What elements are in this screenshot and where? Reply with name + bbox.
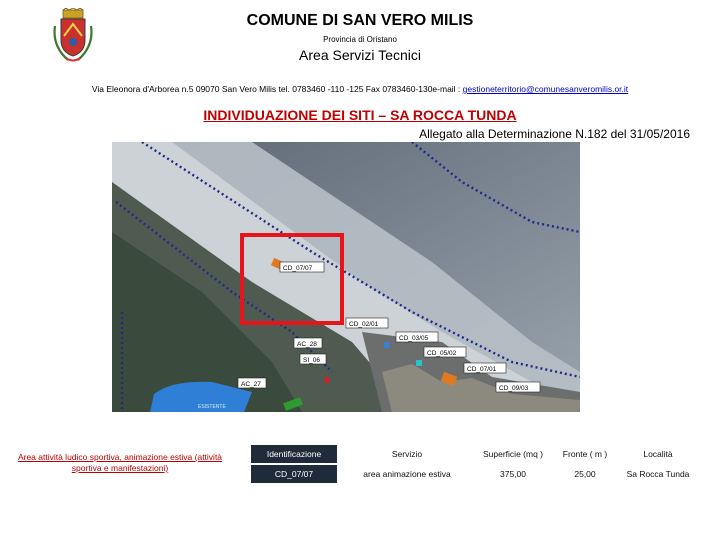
map-label: CD_07/07 xyxy=(283,265,313,272)
table-header-row xyxy=(246,444,700,464)
province-subtitle: Provincia di Oristano xyxy=(323,35,397,44)
header-localita: Località xyxy=(643,449,673,459)
header-identificazione: Identificazione xyxy=(246,444,342,464)
aerial-site-map xyxy=(112,142,580,412)
legend-text: Area attività ludico sportiva, animazione estiva (attività sportiva e manifestazioni) xyxy=(17,452,223,473)
section-title: INDIVIDUAZIONE DEI SITI – SA ROCCA TUNDA xyxy=(203,107,517,123)
cell-superficie: 375,00 xyxy=(500,469,526,479)
site-info-table xyxy=(246,444,700,484)
email-link[interactable]: gestioneterritorio@comunesanveromilis.or.it xyxy=(462,84,629,94)
map-label: SI_06 xyxy=(303,357,320,364)
cell-identificazione: CD_07/07 xyxy=(246,464,342,484)
header-superficie: Superficie (mq ) xyxy=(483,449,543,459)
map-label: CD_03/05 xyxy=(399,335,429,342)
map-label: CD_02/01 xyxy=(349,321,379,328)
map-label: AC_28 xyxy=(297,341,317,348)
allegato-reference: Allegato alla Determinazione N.182 del 31/05/2016 xyxy=(419,127,690,141)
map-label: CD_09/03 xyxy=(499,385,529,392)
cell-fronte: 25,00 xyxy=(574,469,596,479)
map-label: CD_07/01 xyxy=(467,366,497,373)
map-label: CD_05/02 xyxy=(427,350,457,357)
water-label: ESISTENTE xyxy=(198,404,226,410)
address-text: Via Eleonora d'Arborea n.5 09070 San Vero Milis tel. 0783460 -110 -125 Fax 0783460-130e-mail : xyxy=(91,84,463,94)
map-label: AC_27 xyxy=(241,381,261,388)
header-servizio: Servizio xyxy=(391,449,423,459)
municipal-crest-logo xyxy=(52,8,94,64)
page-title: COMUNE DI SAN VERO MILIS xyxy=(246,12,474,29)
header-fronte: Fronte ( m ) xyxy=(562,449,608,459)
cell-servizio: area animazione estiva xyxy=(363,469,451,479)
table-row xyxy=(246,464,700,484)
address-line xyxy=(50,84,670,94)
cell-localita: Sa Rocca Tunda xyxy=(626,469,690,479)
department-name: Area Servizi Tecnici xyxy=(299,47,421,63)
